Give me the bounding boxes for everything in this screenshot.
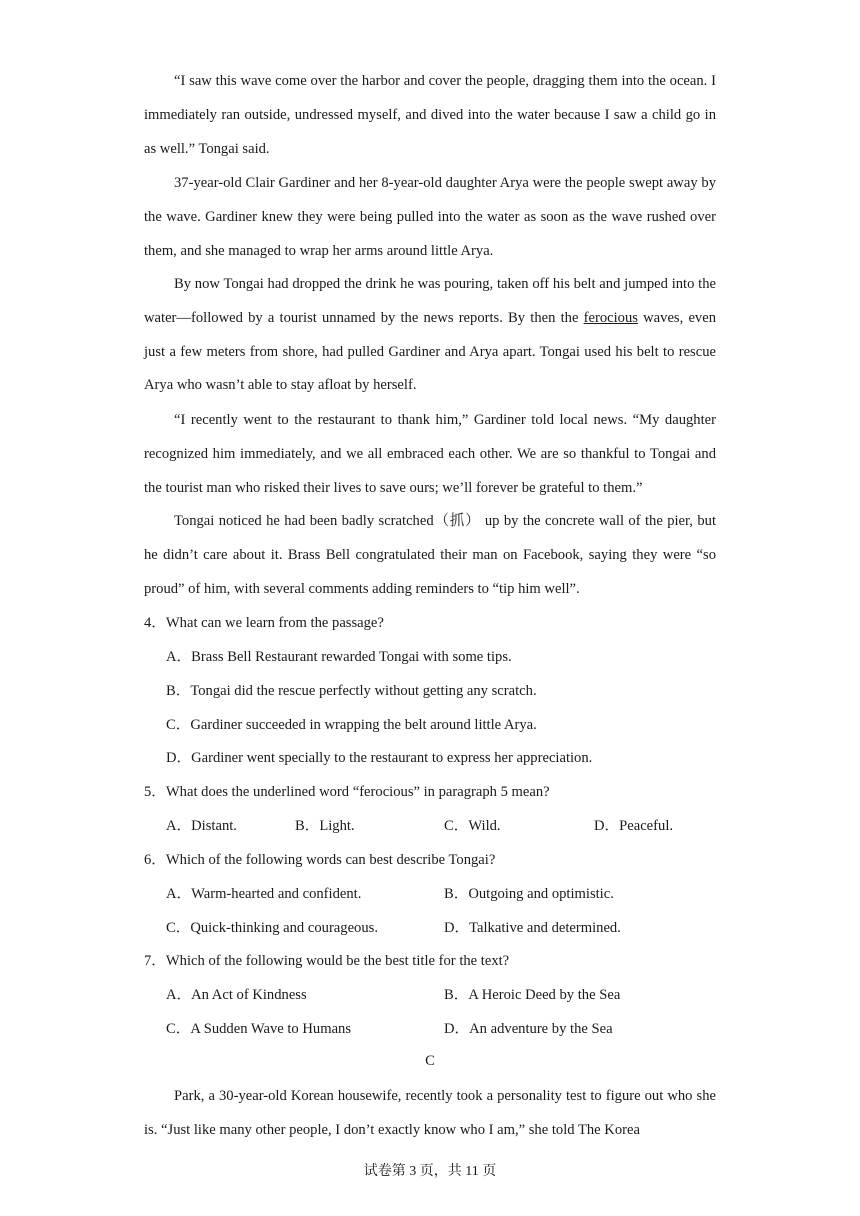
question-5: 5．What does the underlined word “ferocious” in paragraph 5 mean? bbox=[144, 784, 550, 800]
q6-option-c: C．Quick-thinking and courageous. bbox=[166, 920, 378, 936]
question-4: 4．What can we learn from the passage? bbox=[144, 615, 384, 631]
q5-option-b: B．Light. bbox=[295, 818, 355, 834]
underlined-word: ferocious bbox=[583, 309, 638, 326]
q5-option-a: A．Distant. bbox=[166, 818, 237, 834]
paragraph-5: Tongai noticed he had been badly scratched（抓） up by the concrete wall of the pier, but he didn’t care about it. Brass Bell congratulated their man on Facebook, saying they were “so proud” of him, with several comments adding reminders to “tip him well”. bbox=[144, 513, 716, 597]
q7-option-a: A．An Act of Kindness bbox=[166, 987, 307, 1003]
paragraph-3-text-b: waves, even just a few meters from shore, had pulled Gardiner and Arya apart. Tongai used his belt to rescue Arya who wasn’t able to stay afloat by herself. bbox=[144, 309, 716, 394]
paragraph-1: “I saw this wave come over the harbor and cover the people, dragging them into the ocean. I immediately ran outside, undressed myself, and dived into the water because I saw a child go in as well.” Tongai said. bbox=[144, 73, 716, 157]
q6-option-a: A．Warm-hearted and confident. bbox=[166, 886, 362, 902]
q7-option-d: D．An adventure by the Sea bbox=[444, 1021, 613, 1037]
q4-option-a: A．Brass Bell Restaurant rewarded Tongai with some tips. bbox=[166, 649, 512, 665]
question-7: 7．Which of the following would be the best title for the text? bbox=[144, 953, 510, 969]
paragraph-3-text-a: By now Tongai had dropped the drink he was pouring, taken off his belt and jumped into the water—followed by a tourist unnamed by the news reports. By then the bbox=[144, 276, 716, 326]
paragraph-4: “I recently went to the restaurant to thank him,” Gardiner told local news. “My daughter recognized him immediately, and we all embraced each other. We are so thankful to Tongai and the tourist man who risked their lives to save ours; we’ll forever be grateful to them.” bbox=[144, 412, 716, 496]
q4-option-c: C．Gardiner succeeded in wrapping the belt around little Arya. bbox=[166, 717, 537, 733]
q5-option-d: D．Peaceful. bbox=[594, 818, 674, 834]
q6-option-b: B．Outgoing and optimistic. bbox=[444, 886, 614, 902]
q7-option-b: B．A Heroic Deed by the Sea bbox=[444, 987, 621, 1003]
q4-option-b: B．Tongai did the rescue perfectly without getting any scratch. bbox=[166, 683, 537, 699]
paragraph-2: 37-year-old Clair Gardiner and her 8-year-old daughter Arya were the people swept away by the wave. Gardiner knew they were being pulled into the water as soon as the wave rushed over them, and she managed to wrap her arms around little Arya. bbox=[144, 175, 716, 259]
q5-option-c: C．Wild. bbox=[444, 818, 501, 834]
paragraph-3 bbox=[144, 268, 716, 403]
q7-option-c: C．A Sudden Wave to Humans bbox=[166, 1021, 352, 1037]
q4-option-d: D．Gardiner went specially to the restaurant to express her appreciation. bbox=[166, 750, 593, 766]
q6-option-d: D．Talkative and determined. bbox=[444, 920, 621, 936]
paragraph-6: Park, a 30-year-old Korean housewife, recently took a personality test to figure out who she is. “Just like many other people, I don’t exactly know who I am,” she told The Korea bbox=[144, 1088, 716, 1138]
page-footer: 试卷第 3 页，共 11 页 bbox=[363, 1164, 497, 1179]
section-heading: C bbox=[425, 1053, 435, 1069]
question-6: 6．Which of the following words can best describe Tongai? bbox=[144, 852, 496, 868]
